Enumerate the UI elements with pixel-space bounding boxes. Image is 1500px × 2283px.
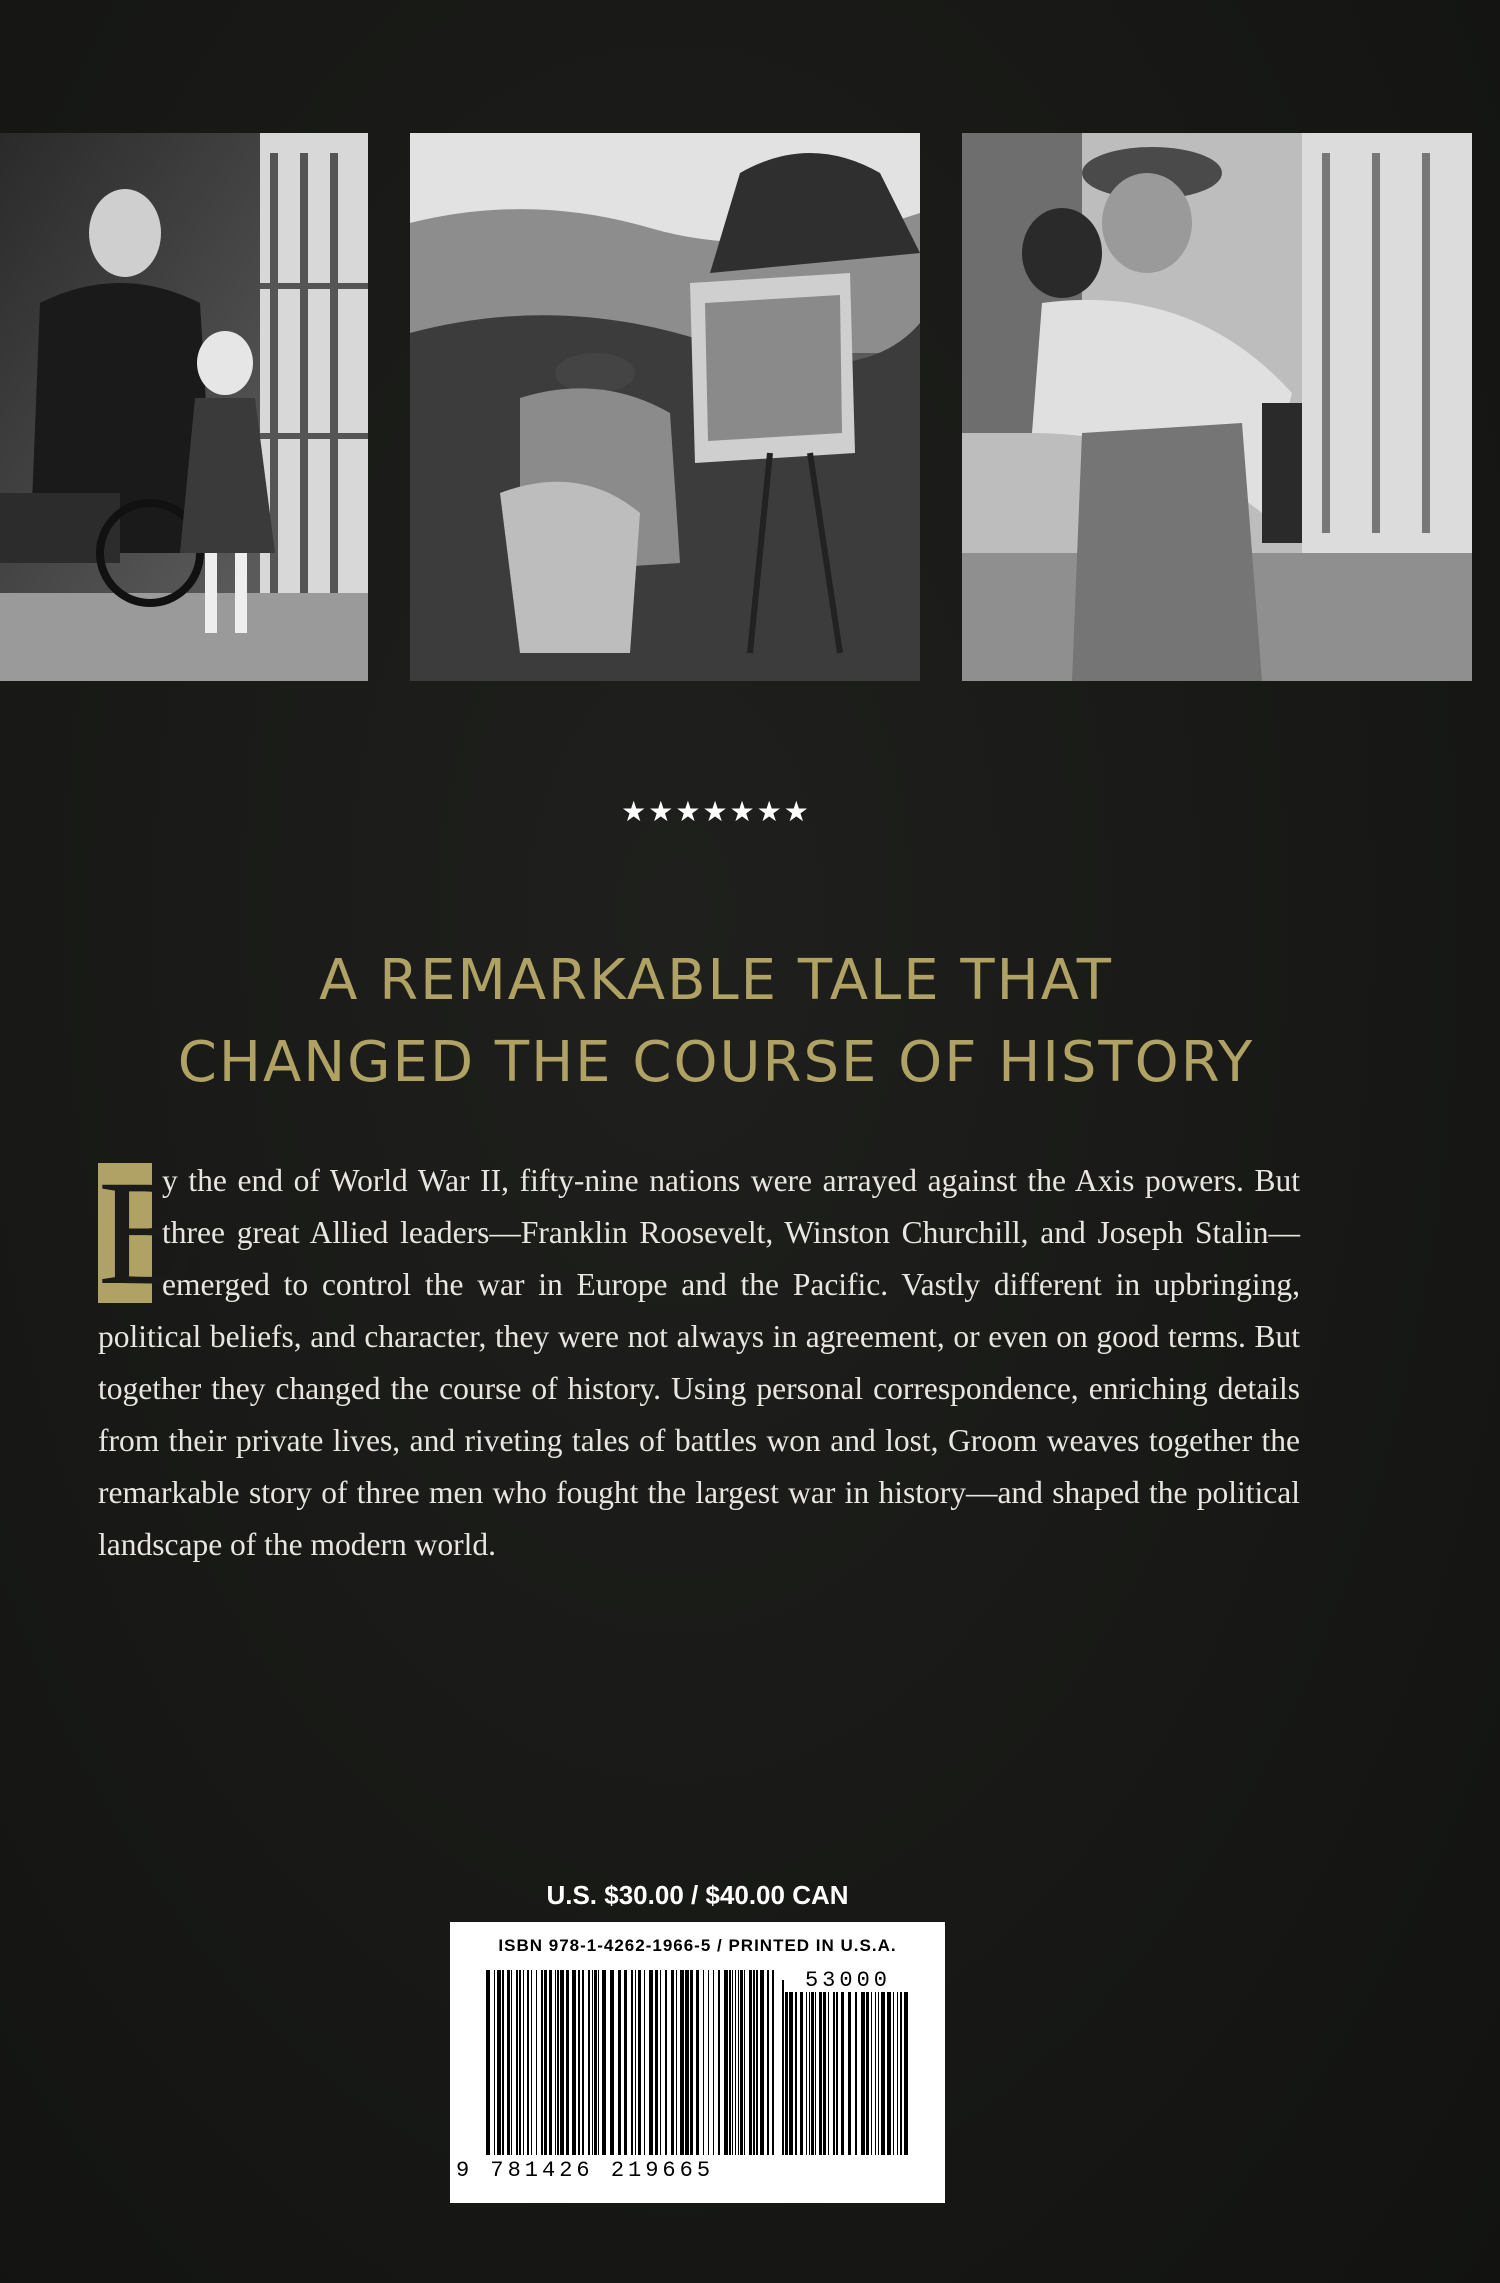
barcode-bar bbox=[549, 1970, 552, 2155]
barcode-bar bbox=[516, 1970, 518, 2155]
barcode-bar bbox=[819, 1980, 822, 2155]
barcode-bar bbox=[753, 1970, 755, 2155]
barcode-bar bbox=[557, 1970, 559, 2155]
barcode-bar bbox=[582, 1970, 584, 2155]
barcode-bar bbox=[660, 1970, 661, 2155]
drop-cap: B bbox=[98, 1150, 199, 1316]
barcode-bar bbox=[724, 1970, 728, 2155]
barcode-bar bbox=[578, 1970, 580, 2155]
barcode-bar bbox=[875, 1980, 876, 2155]
headline-line-2: CHANGED THE COURSE OF HISTORY bbox=[177, 1030, 1255, 1095]
barcode-bar bbox=[696, 1970, 699, 2155]
barcode-bar bbox=[828, 1980, 829, 2155]
barcode-bar bbox=[544, 1970, 547, 2155]
stalin-photo bbox=[962, 133, 1472, 681]
barcode-bar bbox=[732, 1970, 733, 2155]
barcode-bar bbox=[848, 1980, 851, 2155]
barcode-bar bbox=[841, 1980, 844, 2155]
barcode-bar bbox=[527, 1970, 529, 2155]
barcode-bar bbox=[795, 1980, 797, 2155]
barcode-bar bbox=[655, 1970, 658, 2155]
barcode-bar bbox=[624, 1970, 627, 2155]
barcode-bar bbox=[502, 1970, 504, 2155]
barcode-bar bbox=[861, 1980, 865, 2155]
barcode-bar bbox=[541, 1970, 543, 2155]
barcode-bar bbox=[519, 1970, 521, 2155]
barcode-bar bbox=[572, 1970, 576, 2155]
barcode-bar bbox=[690, 1970, 693, 2155]
barcode-bar bbox=[644, 1970, 645, 2155]
barcode-bar bbox=[531, 1970, 532, 2155]
barcode-bar bbox=[592, 1970, 593, 2155]
price-code: 53000 bbox=[784, 1970, 912, 1992]
barcode-bar bbox=[740, 1970, 743, 2155]
star-ornament: ★★★★★★★ bbox=[621, 795, 811, 828]
barcode-bar bbox=[893, 1980, 894, 2155]
barcode-bar bbox=[671, 1970, 674, 2155]
barcode-bar bbox=[782, 1980, 784, 2155]
barcode-bar bbox=[708, 1970, 709, 2155]
headline bbox=[0, 940, 1432, 1104]
blurb-text: y the end of World War II, fifty-nine nations were arrayed against the Axis powers. But three great Allied leaders—Franklin Roosevelt, Winston Churchill, and Joseph Stalin—emerged to control the war in Europe and the Pacific. Vastly different in upbringing, political beliefs, and character, they were not always in agreement, or even on good terms. But together they changed the course of history. Using personal correspondence, enriching details from their private lives, and riveting tales of battles won and lost, Groom weaves together the remarkable story of three men who fought the largest war in history—and shaped the political landscape of the modern world. bbox=[98, 1163, 1300, 1562]
barcode-bar bbox=[536, 1970, 537, 2155]
barcode-bar bbox=[665, 1970, 667, 2155]
barcode-bar bbox=[631, 1970, 633, 2155]
barcode-bar bbox=[811, 1980, 814, 2155]
barcode-bar bbox=[635, 1970, 636, 2155]
barcode-bar bbox=[511, 1970, 512, 2155]
barcode-bar bbox=[789, 1980, 793, 2155]
barcode-bar bbox=[871, 1980, 872, 2155]
barcode-bar bbox=[855, 1980, 857, 2155]
barcode-bar bbox=[713, 1970, 714, 2155]
barcode-bar bbox=[486, 1970, 490, 2155]
isbn-line: ISBN 978-1-4262-1966-5 / PRINTED IN U.S.A. bbox=[498, 1936, 897, 1955]
barcode-bar bbox=[800, 1980, 803, 2155]
barcode-bar bbox=[494, 1970, 495, 2155]
barcode-bar bbox=[823, 1980, 826, 2155]
barcode-bar bbox=[744, 1970, 745, 2155]
barcode-bar bbox=[594, 1970, 597, 2155]
barcode-bar bbox=[749, 1970, 752, 2155]
barcode-bar bbox=[809, 1980, 810, 2155]
barcode-bar bbox=[866, 1980, 869, 2155]
isbn-barcode bbox=[486, 1970, 776, 2155]
barcode-bar bbox=[738, 1970, 739, 2155]
barcode-bar bbox=[878, 1980, 879, 2155]
barcode-bar bbox=[900, 1980, 902, 2155]
barcode-box bbox=[450, 1922, 945, 2203]
price-label: U.S. $30.00 / $40.00 CAN bbox=[546, 1880, 849, 1910]
barcode-bar bbox=[815, 1980, 816, 2155]
barcode-bar bbox=[767, 1970, 769, 2155]
barcode-bar bbox=[833, 1980, 835, 2155]
barcode-bar bbox=[555, 1970, 556, 2155]
barcode-bar bbox=[735, 1970, 736, 2155]
barcode-bar bbox=[756, 1970, 758, 2155]
barcode-bar bbox=[718, 1970, 720, 2155]
barcode-bar bbox=[729, 1970, 731, 2155]
barcode-bar bbox=[618, 1970, 621, 2155]
barcode-bar bbox=[676, 1970, 677, 2155]
barcode-bar bbox=[887, 1980, 891, 2155]
barcode-bar bbox=[649, 1970, 653, 2155]
barcode-bar bbox=[566, 1970, 569, 2155]
barcode-bar bbox=[680, 1970, 684, 2155]
barcode-bar bbox=[602, 1970, 606, 2155]
barcode-bar bbox=[785, 1980, 788, 2155]
barcode-bar bbox=[638, 1970, 641, 2155]
roosevelt-photo bbox=[0, 133, 368, 681]
barcode-bar bbox=[881, 1980, 885, 2155]
barcode-bar bbox=[703, 1970, 704, 2155]
barcode-bar bbox=[598, 1970, 599, 2155]
barcode-bar bbox=[523, 1970, 524, 2155]
barcode-bar bbox=[588, 1970, 590, 2155]
barcode-bar bbox=[560, 1970, 564, 2155]
barcode-bar bbox=[507, 1970, 510, 2155]
blurb-paragraph bbox=[98, 1150, 1300, 1571]
barcode-bar bbox=[497, 1970, 501, 2155]
price-barcode bbox=[782, 1980, 912, 2155]
barcode-bar bbox=[610, 1970, 614, 2155]
barcode-bar bbox=[760, 1970, 764, 2155]
barcode-bar bbox=[806, 1980, 807, 2155]
churchill-painting-photo bbox=[410, 133, 920, 681]
headline-line-1: A REMARKABLE TALE THAT bbox=[319, 948, 1113, 1013]
isbn-digits: 9 781426 219665 bbox=[456, 2158, 715, 2183]
barcode-bar bbox=[772, 1970, 774, 2155]
barcode-bar bbox=[904, 1980, 908, 2155]
barcode-bar bbox=[897, 1980, 898, 2155]
barcode-bar bbox=[685, 1970, 689, 2155]
barcode-bar bbox=[836, 1980, 838, 2155]
